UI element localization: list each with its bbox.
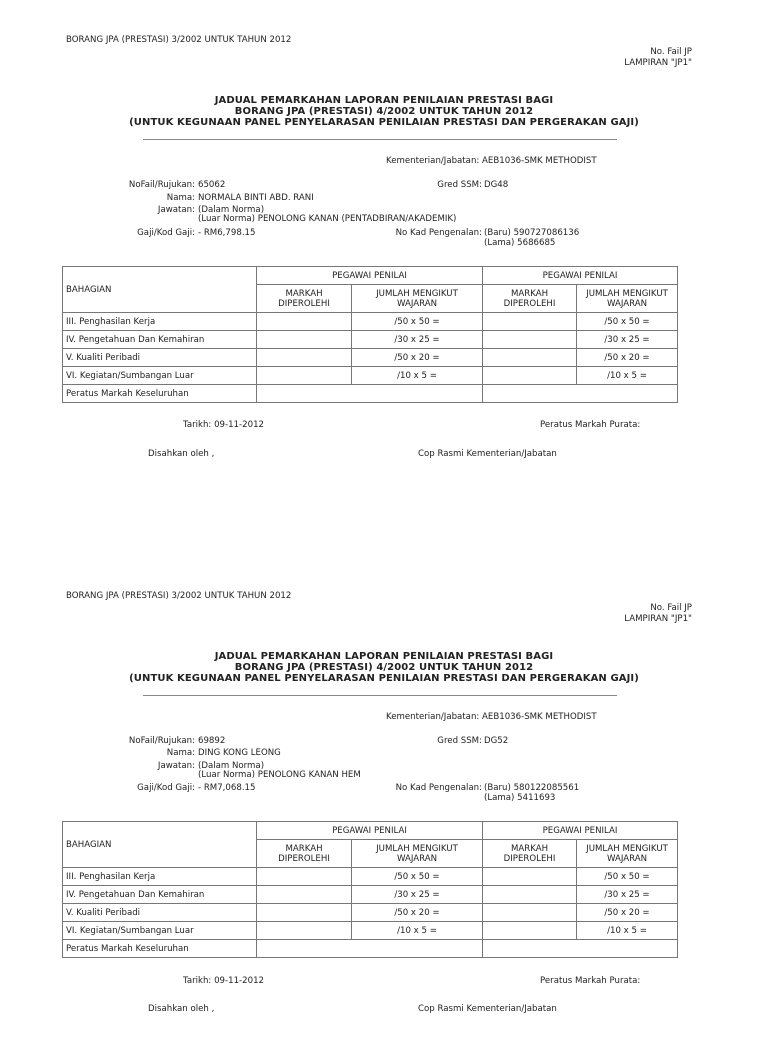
total-cell — [257, 385, 483, 403]
weight-cell: /50 x 20 = — [352, 349, 483, 367]
title-line-1: JADUAL PEMARKAHAN LAPORAN PENILAIAN PRESTASI BAGI — [214, 651, 554, 662]
ic-label: No Kad Pengenalan: — [395, 228, 482, 238]
title-line-3: (UNTUK KEGUNAAN PANEL PENYELARASAN PENILAIAN PRESTASI DAN PERGERAKAN GAJI) — [129, 117, 639, 128]
post-label: Jawatan: — [157, 761, 195, 771]
table-row — [63, 868, 678, 886]
ic-label: No Kad Pengenalan: — [395, 783, 482, 793]
attachment-label: LAMPIRAN "JP1" — [624, 614, 692, 624]
weighted-header: JUMLAH MENGIKUT WAJARAN — [577, 285, 678, 313]
weight-cell: /10 x 5 = — [352, 367, 483, 385]
table-row — [63, 367, 678, 385]
grade-label: Gred SSM: — [437, 736, 482, 746]
marks-cell — [483, 868, 577, 886]
weight-cell: /30 x 25 = — [577, 331, 678, 349]
name-value: NORMALA BINTI ABD. RANI — [198, 193, 314, 203]
weight-cell: /50 x 50 = — [352, 868, 483, 886]
weighted-header: JUMLAH MENGIKUT WAJARAN — [352, 840, 483, 868]
row-label: V. Kualiti Peribadi — [63, 349, 257, 367]
score-table — [62, 266, 678, 403]
title-line-3: (UNTUK KEGUNAAN PANEL PENYELARASAN PENILAIAN PRESTASI DAN PERGERAKAN GAJI) — [129, 673, 639, 684]
title-line-1: JADUAL PEMARKAHAN LAPORAN PENILAIAN PRESTASI BAGI — [214, 95, 554, 106]
ministry: Kementerian/Jabatan: AEB1036-SMK METHODIST — [386, 156, 597, 166]
name-value: DING KONG LEONG — [198, 748, 281, 758]
date: Tarikh: 09-11-2012 — [183, 976, 265, 986]
form-code: BORANG JPA (PRESTASI) 3/2002 UNTUK TAHUN 2012 — [66, 35, 292, 45]
row-label: VI. Kegiatan/Sumbangan Luar — [63, 367, 257, 385]
marks-cell — [257, 367, 352, 385]
marks-cell — [257, 331, 352, 349]
average-label: Peratus Markah Purata: — [540, 420, 641, 430]
official-stamp: Cop Rasmi Kementerian/Jabatan — [418, 449, 557, 459]
post-in-norm: (Dalam Norma) — [198, 205, 265, 215]
assessment-form-2 — [0, 556, 768, 1056]
marks-cell — [483, 886, 577, 904]
marks-cell — [257, 922, 352, 940]
marks-header: MARKAH DIPEROLEHI — [483, 840, 577, 868]
marks-cell — [483, 313, 577, 331]
assessor-1-header: PEGAWAI PENILAI — [257, 267, 483, 285]
weight-cell: /50 x 50 = — [352, 313, 483, 331]
table-row — [63, 313, 678, 331]
ic-old: (Lama) 5411693 — [484, 793, 556, 803]
file-number: No. Fail JP — [650, 47, 692, 57]
weighted-header: JUMLAH MENGIKUT WAJARAN — [352, 285, 483, 313]
row-label: IV. Pengetahuan Dan Kemahiran — [63, 886, 257, 904]
score-table — [62, 821, 678, 958]
weight-cell: /10 x 5 = — [577, 367, 678, 385]
table-row — [63, 886, 678, 904]
ic-new: (Baru) 590727086136 — [484, 228, 580, 238]
row-label: VI. Kegiatan/Sumbangan Luar — [63, 922, 257, 940]
post-in-norm: (Dalam Norma) — [198, 761, 265, 771]
marks-cell — [257, 349, 352, 367]
marks-cell — [257, 868, 352, 886]
total-cell — [483, 940, 678, 958]
file-number: No. Fail JP — [650, 603, 692, 613]
marks-cell — [483, 367, 577, 385]
weight-cell: /50 x 20 = — [577, 349, 678, 367]
weight-cell: /50 x 20 = — [577, 904, 678, 922]
title-divider — [143, 695, 617, 696]
weight-cell: /10 x 5 = — [577, 922, 678, 940]
post-out-norm: (Luar Norma) PENOLONG KANAN HEM — [198, 770, 361, 780]
ref-label: NoFail/Rujukan: — [128, 180, 195, 190]
table-row — [63, 940, 678, 958]
ref-label: NoFail/Rujukan: — [128, 736, 195, 746]
approved-by: Disahkan oleh , — [148, 1004, 215, 1014]
marks-cell — [483, 904, 577, 922]
salary-label: Gaji/Kod Gaji: — [137, 783, 195, 793]
weight-cell: /30 x 25 = — [352, 886, 483, 904]
weight-cell: /30 x 25 = — [577, 886, 678, 904]
marks-header: MARKAH DIPEROLEHI — [483, 285, 577, 313]
marks-cell — [483, 331, 577, 349]
post-label: Jawatan: — [157, 205, 195, 215]
table-row — [63, 331, 678, 349]
salary-label: Gaji/Kod Gaji: — [137, 228, 195, 238]
marks-cell — [257, 904, 352, 922]
weighted-header: JUMLAH MENGIKUT WAJARAN — [577, 840, 678, 868]
total-label: Peratus Markah Keseluruhan — [63, 385, 257, 403]
marks-cell — [257, 313, 352, 331]
ref-value: 65062 — [198, 180, 226, 190]
row-label: III. Penghasilan Kerja — [63, 868, 257, 886]
total-label: Peratus Markah Keseluruhan — [63, 940, 257, 958]
row-label: IV. Pengetahuan Dan Kemahiran — [63, 331, 257, 349]
post-out-norm: (Luar Norma) PENOLONG KANAN (PENTADBIRAN/AKADEMIK) — [198, 214, 457, 224]
table-row — [63, 385, 678, 403]
assessment-form-1 — [0, 0, 768, 500]
salary-value: - RM7,068.15 — [198, 783, 256, 793]
title-line-2: BORANG JPA (PRESTASI) 4/2002 UNTUK TAHUN 2012 — [234, 106, 534, 117]
form-code: BORANG JPA (PRESTASI) 3/2002 UNTUK TAHUN 2012 — [66, 591, 292, 601]
name-label: Nama: — [166, 193, 195, 203]
total-cell — [483, 385, 678, 403]
table-row — [63, 904, 678, 922]
marks-cell — [483, 922, 577, 940]
weight-cell: /50 x 20 = — [352, 904, 483, 922]
grade-value: DG48 — [484, 180, 509, 190]
section-header: BAHAGIAN — [63, 267, 257, 313]
approved-by: Disahkan oleh , — [148, 449, 215, 459]
grade-value: DG52 — [484, 736, 509, 746]
average-label: Peratus Markah Purata: — [540, 976, 641, 986]
grade-label: Gred SSM: — [437, 180, 482, 190]
assessor-2-header: PEGAWAI PENILAI — [483, 267, 678, 285]
section-header: BAHAGIAN — [63, 822, 257, 868]
table-row — [63, 349, 678, 367]
ic-old: (Lama) 5686685 — [484, 238, 556, 248]
weight-cell: /50 x 50 = — [577, 868, 678, 886]
assessor-1-header: PEGAWAI PENILAI — [257, 822, 483, 840]
total-cell — [257, 940, 483, 958]
weight-cell: /10 x 5 = — [352, 922, 483, 940]
weight-cell: /30 x 25 = — [352, 331, 483, 349]
marks-header: MARKAH DIPEROLEHI — [257, 285, 352, 313]
date: Tarikh: 09-11-2012 — [183, 420, 265, 430]
marks-cell — [483, 349, 577, 367]
attachment-label: LAMPIRAN "JP1" — [624, 58, 692, 68]
title-divider — [143, 139, 617, 140]
title-line-2: BORANG JPA (PRESTASI) 4/2002 UNTUK TAHUN 2012 — [234, 662, 534, 673]
weight-cell: /50 x 50 = — [577, 313, 678, 331]
ic-new: (Baru) 580122085561 — [484, 783, 580, 793]
row-label: V. Kualiti Peribadi — [63, 904, 257, 922]
table-row — [63, 922, 678, 940]
name-label: Nama: — [166, 748, 195, 758]
ref-value: 69892 — [198, 736, 226, 746]
ministry: Kementerian/Jabatan: AEB1036-SMK METHODIST — [386, 712, 597, 722]
row-label: III. Penghasilan Kerja — [63, 313, 257, 331]
salary-value: - RM6,798.15 — [198, 228, 256, 238]
marks-header: MARKAH DIPEROLEHI — [257, 840, 352, 868]
assessor-2-header: PEGAWAI PENILAI — [483, 822, 678, 840]
official-stamp: Cop Rasmi Kementerian/Jabatan — [418, 1004, 557, 1014]
marks-cell — [257, 886, 352, 904]
